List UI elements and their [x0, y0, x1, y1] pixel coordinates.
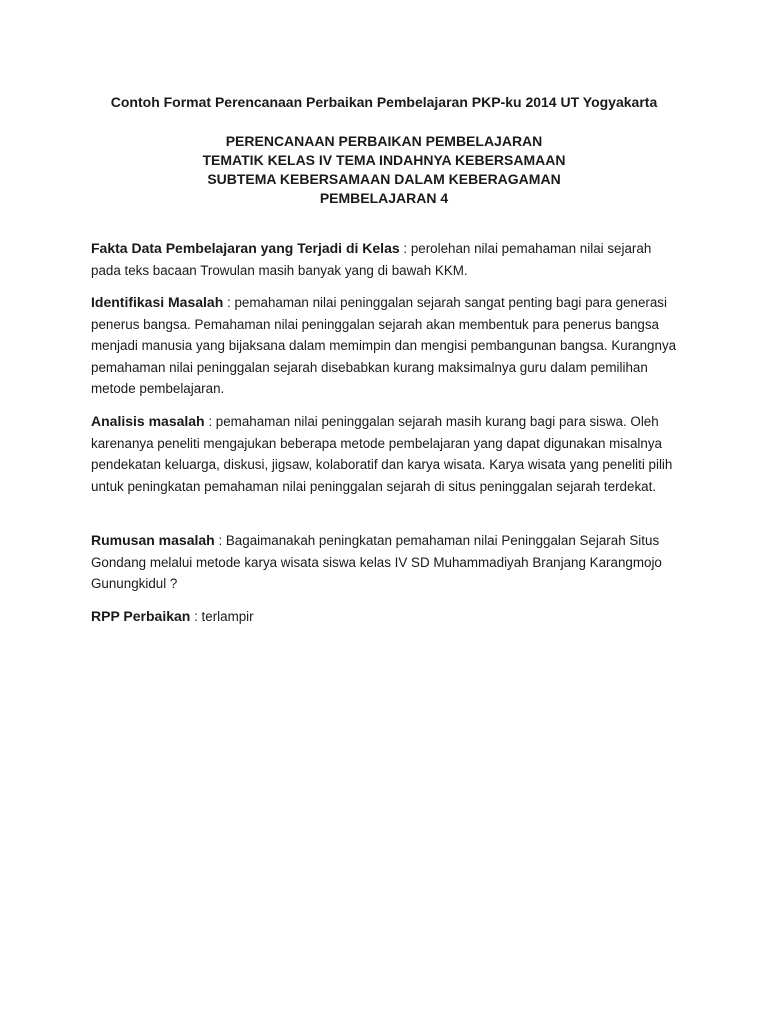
- section-analisis-masalah: [91, 411, 683, 497]
- heading-line-2: TEMATIK KELAS IV TEMA INDAHNYA KEBERSAMAAN: [202, 152, 566, 168]
- section-rumusan-masalah: [91, 530, 683, 595]
- heading-line-4: PEMBELAJARAN 4: [319, 190, 449, 206]
- heading-block: [0, 132, 768, 208]
- section-label: Fakta Data Pembelajaran yang Terjadi di Kelas: [91, 240, 400, 256]
- section-text: : pemahaman nilai peninggalan sejarah masih kurang bagi para siswa. Oleh karenanya peneliti mengajukan beberapa metode pembelajaran yang dapat digunakan misalnya pendekatan keluarga, diskusi, jigsaw, kolaboratif dan karya wisata. Karya wisata yang peneliti pilih untuk peningkatan pemahaman nilai peninggalan sejarah di situs peninggalan sejarah terdekat.: [91, 414, 673, 494]
- section-label: RPP Perbaikan: [91, 608, 191, 624]
- section-text: : terlampir: [190, 609, 254, 624]
- heading-line-3: SUBTEMA KEBERSAMAAN DALAM KEBERAGAMAN: [207, 171, 561, 187]
- section-text: : perolehan nilai pemahaman nilai sejarah pada teks bacaan Trowulan masih banyak yang di bawah KKM.: [91, 241, 652, 278]
- section-label: Analisis masalah: [91, 413, 205, 429]
- heading-line-1: PERENCANAAN PERBAIKAN PEMBELAJARAN: [225, 133, 543, 149]
- section-label: Identifikasi Masalah: [91, 294, 224, 310]
- section-text: : pemahaman nilai peninggalan sejarah sangat penting bagi para generasi penerus bangsa. Pemahaman nilai peninggalan sejarah akan membentuk para penerus bangsa menjadi manusia yang bijaksana dalam memimpin dan mengisi pembangunan bangsa. Kurangnya pemahaman nilai peninggalan sejarah disebabkan kurang maksimalnya guru dalam pemilihan metode pembelajaran.: [91, 295, 677, 397]
- document-title: Contoh Format Perencanaan Perbaikan Pembelajaran PKP-ku 2014 UT Yogyakarta: [110, 94, 658, 110]
- section-text: : Bagaimanakah peningkatan pemahaman nilai Peninggalan Sejarah Situs Gondang melalui metode karya wisata siswa kelas IV SD Muhammadiyah Branjang Karangmojo Gunungkidul ?: [91, 533, 662, 592]
- section-label: Rumusan masalah: [91, 532, 215, 548]
- section-identifikasi-masalah: [91, 292, 683, 400]
- section-fakta-data: [91, 238, 683, 281]
- section-rpp-perbaikan: [91, 606, 683, 628]
